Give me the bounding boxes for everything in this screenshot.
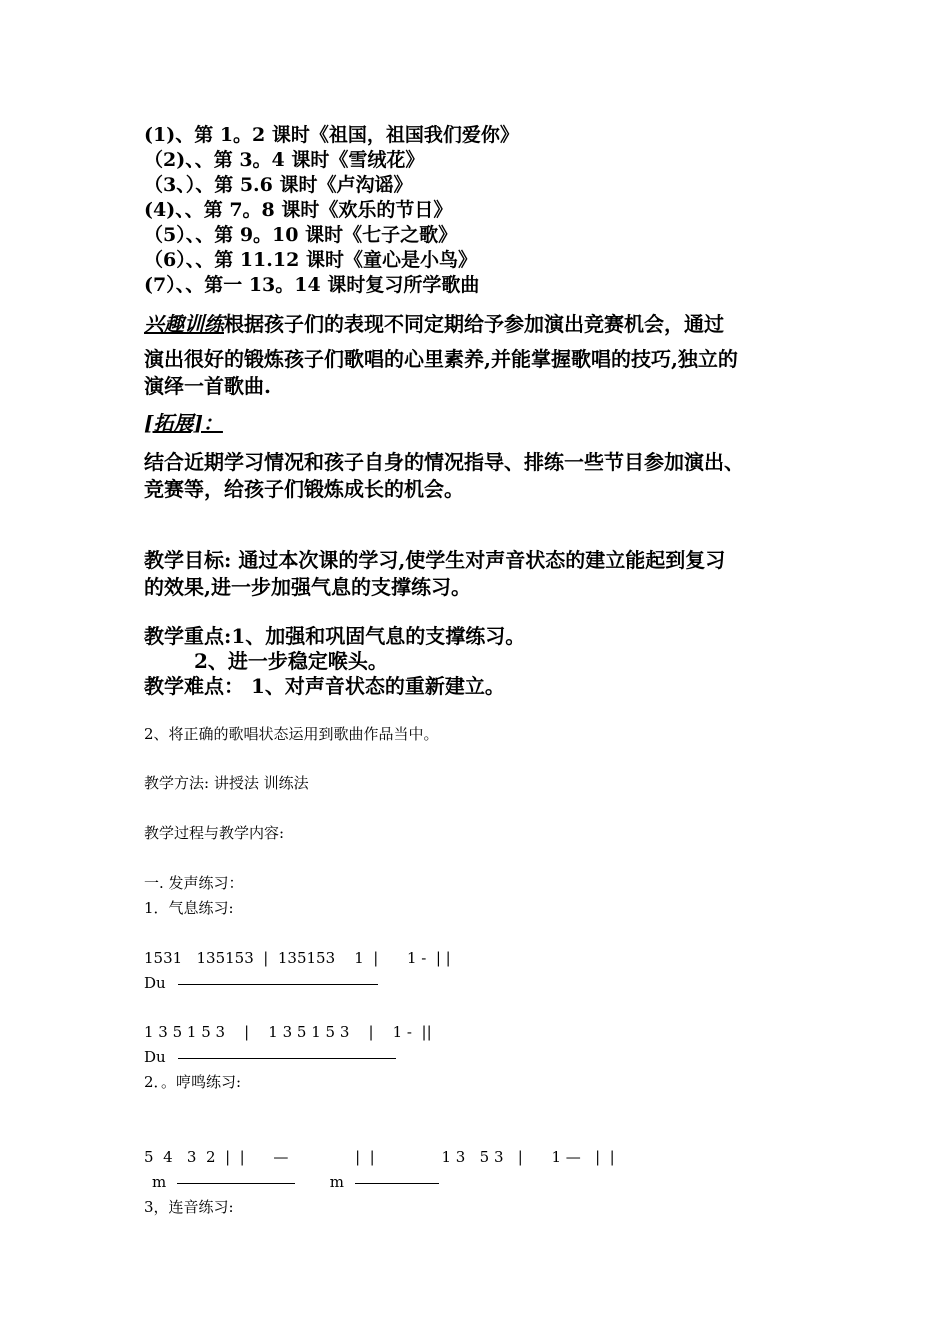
lesson-line-2: （2)、、第 3。4 课时《雪绒花》	[144, 149, 425, 171]
interest-paragraph-line-1	[144, 310, 724, 338]
lesson-line-4: (4)、、第 7。8 课时《欢乐的节日》	[144, 199, 453, 221]
score-1-notes: 1531 135153 | 135153 1 | 1 - | |	[144, 949, 451, 967]
score-1-lyric-line	[144, 973, 378, 993]
extension-line-1: 结合近期学习情况和孩子自身的情况指导、排练一些节目参加演出、	[144, 450, 744, 474]
score-2-lyric-line	[144, 1047, 396, 1067]
score-2-underline	[178, 1058, 396, 1059]
score-1-underline	[178, 984, 378, 985]
lesson-line-5: （5）、、第 9。10 课时《七子之歌》	[144, 224, 458, 246]
item-legato-exercise: 3，连音练习:	[144, 1198, 234, 1216]
teaching-method: 教学方法: 讲授法 训练法	[144, 774, 309, 792]
score-3-underline-b	[355, 1183, 439, 1184]
extension-label: [拓展]：	[144, 411, 223, 435]
score-3-underline-a	[177, 1183, 295, 1184]
score-3-notes: 5 4 3 2 | | — | | 1 3 5 3 | 1 — | |	[144, 1148, 615, 1166]
lesson-line-1: (1)、第 1。2 课时《祖国，祖国我们爱你》	[144, 124, 519, 146]
goals-line-1: 教学目标: 通过本次课的学习,使学生对声音状态的建立能起到复习	[144, 548, 726, 572]
lesson-line-3: （3、）、第 5.6 课时《卢沟谣》	[144, 174, 413, 196]
section-vocal-exercise: 一. 发声练习：	[144, 874, 244, 892]
score-3-syllable-a: m	[152, 1173, 167, 1191]
goals-line-2: 的效果,进一步加强气息的支撑练习。	[144, 575, 471, 599]
item-humming-exercise: 2．。哼鸣练习:	[144, 1073, 242, 1091]
key-points-line-1: 教学重点:1、加强和巩固气息的支撑练习。	[144, 624, 526, 648]
difficulty-line-2: 2、将正确的歌唱状态运用到歌曲作品当中。	[144, 725, 439, 743]
key-points-line-2: 2、进一步稳定喉头。	[194, 649, 388, 673]
score-2-syllable: Du	[144, 1048, 166, 1066]
extension-line-2: 竞赛等，给孩子们锻炼成长的机会。	[144, 477, 464, 501]
interest-text-1: 根据孩子们的表现不同定期给予参加演出竞赛机会，通过	[224, 312, 724, 336]
interest-paragraph-line-2: 演出很好的锻炼孩子们歌唱的心里素养,并能掌握歌唱的技巧,独立的	[144, 347, 738, 371]
interest-paragraph-line-3: 演绎一首歌曲.	[144, 374, 271, 398]
score-3-syllable-b: m	[329, 1173, 345, 1191]
lesson-line-7: (7）、、第一 13。14 课时复习所学歌曲	[144, 274, 480, 296]
item-breath-exercise: 1．气息练习:	[144, 899, 234, 917]
lesson-line-6: （6）、、第 11.12 课时《童心是小鸟》	[144, 249, 477, 271]
interest-label: 兴趣训练	[144, 312, 224, 336]
score-3-lyric-line	[152, 1172, 439, 1192]
teaching-process: 教学过程与教学内容:	[144, 824, 285, 842]
score-2-notes: 1 3 5 1 5 3 | 1 3 5 1 5 3 | 1 - ||	[144, 1023, 432, 1041]
difficulty-line-1: 教学难点： 1、对声音状态的重新建立。	[144, 674, 505, 698]
score-1-syllable: Du	[144, 974, 166, 992]
extension-heading	[144, 409, 223, 437]
